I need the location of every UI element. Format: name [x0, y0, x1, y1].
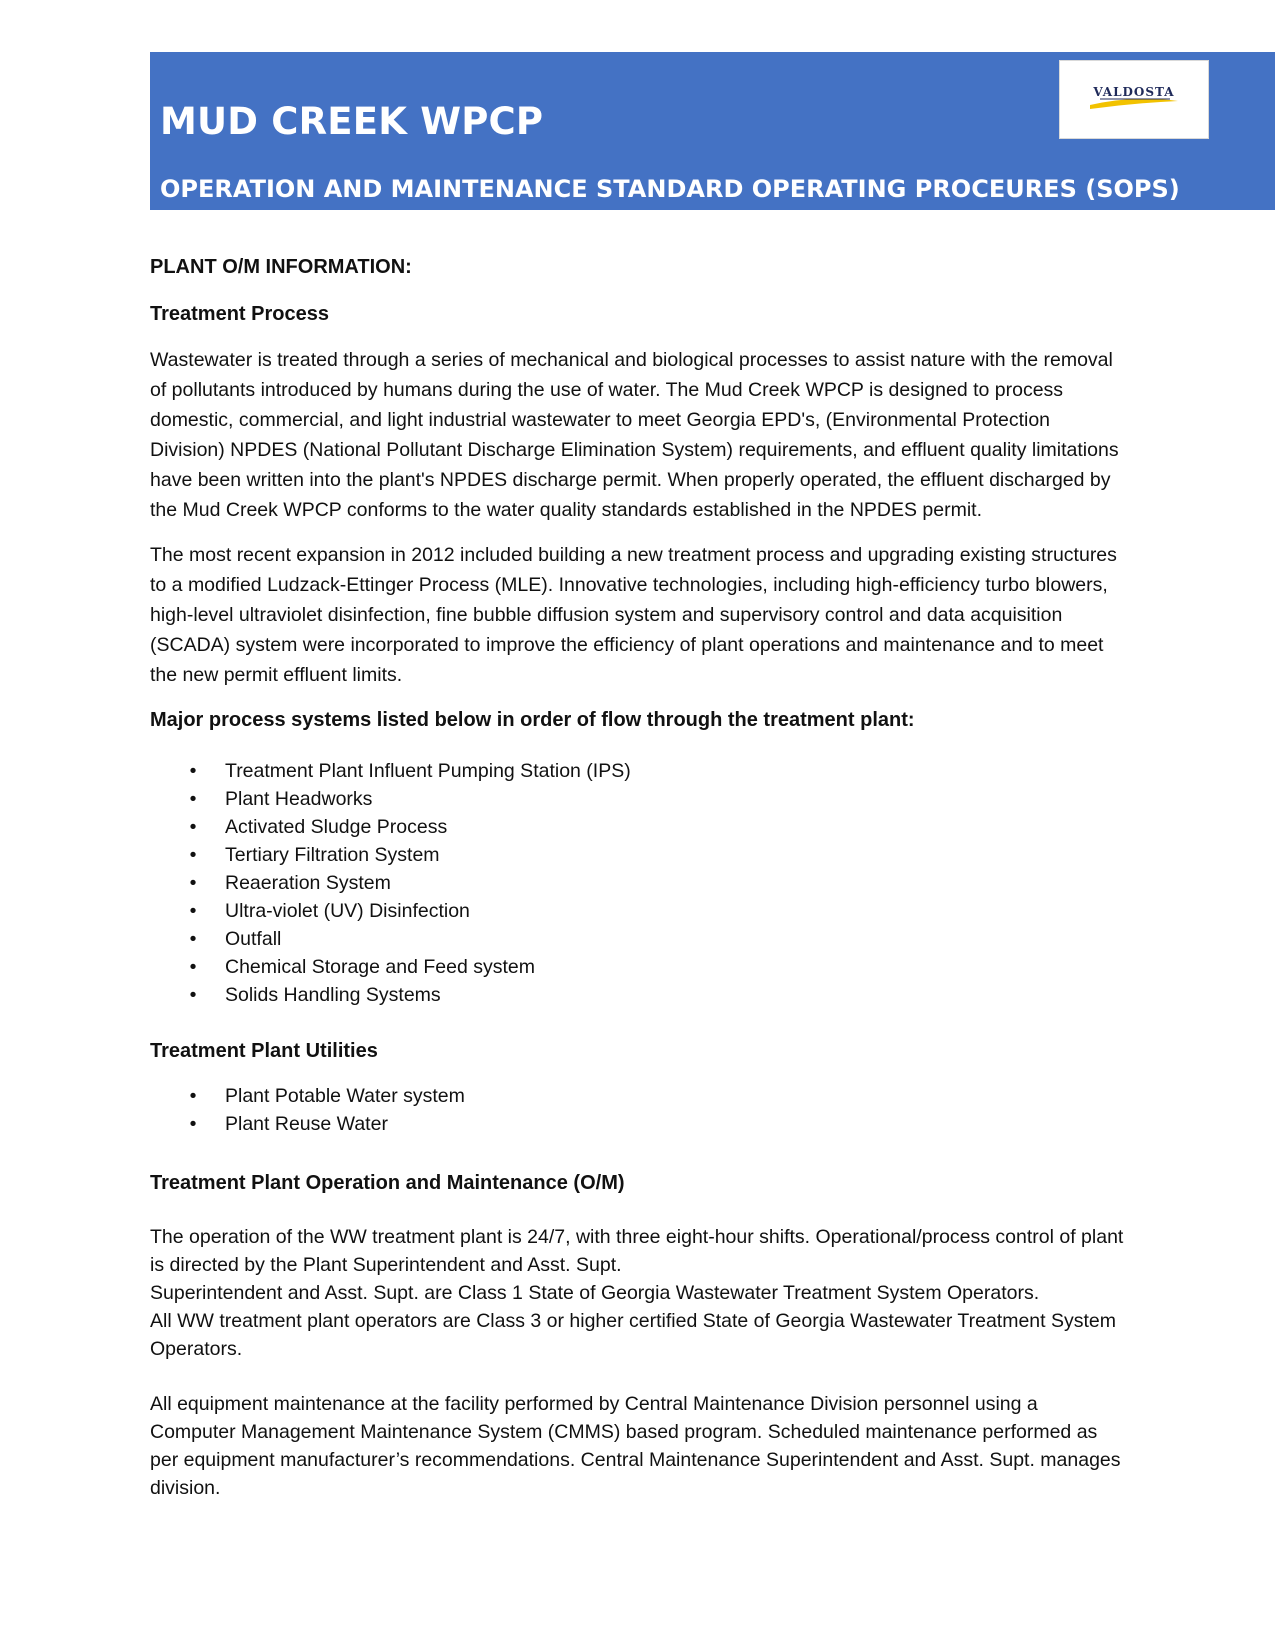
section-heading: PLANT O/M INFORMATION:: [150, 256, 412, 278]
list-item: • Reaeration System: [189, 872, 391, 894]
list-item: • Activated Sludge Process: [189, 816, 448, 838]
om-line: The operation of the WW treatment plant is 24/7, with three eight-hour shifts. Operational/process control of plant is directed by the Plant Superintendent and Asst. Supt.: [150, 1226, 1124, 1276]
om-line: Superintendent and Asst. Supt. are Class 1 State of Georgia Wastewater Treatment System Operators.: [150, 1282, 1040, 1304]
list-item: • Treatment Plant Influent Pumping Station (IPS): [189, 760, 631, 782]
list-item: • Tertiary Filtration System: [189, 844, 440, 866]
list-item: • Ultra-violet (UV) Disinfection: [189, 900, 470, 922]
major-systems-list: [150, 757, 1125, 1009]
treatment-process-heading: Treatment Process: [150, 303, 329, 325]
utilities-heading: Treatment Plant Utilities: [150, 1040, 378, 1062]
svg-text:VALDOSTA: VALDOSTA: [1093, 85, 1175, 99]
document-subtitle: OPERATION AND MAINTENANCE STANDARD OPERATING PROCEURES (SOPS): [160, 175, 1180, 203]
om-heading: Treatment Plant Operation and Maintenance (O/M): [150, 1172, 625, 1194]
document-title: MUD CREEK WPCP: [160, 100, 544, 143]
valdosta-logo: [1059, 60, 1209, 139]
list-item: • Solids Handling Systems: [189, 984, 441, 1006]
om-paragraph-2: All equipment maintenance at the facility performed by Central Maintenance Division personnel using a Computer Management Maintenance System (CMMS) based program. Scheduled maintenance performed as per equipment manufacturer’s recommendations. Central Maintenance Superintendent and Asst. Supt. manages division.: [150, 1393, 1121, 1499]
treatment-process-paragraph-2: The most recent expansion in 2012 included building a new treatment process and upgrading existing structures to a modified Ludzack-Ettinger Process (MLE). Innovative technologies, including high-efficiency turbo blowers, high-level ultraviolet disinfection, fine bubble diffusion system and supervisory control and data acquisition (SCADA) system were incorporated to improve the efficiency of plant operations and maintenance and to meet the new permit effluent limits.: [150, 544, 1117, 686]
list-item: • Plant Headworks: [189, 788, 373, 810]
major-systems-heading: Major process systems listed below in order of flow through the treatment plant:: [150, 709, 915, 731]
treatment-process-paragraph-1: Wastewater is treated through a series of mechanical and biological processes to assist nature with the removal of pollutants introduced by humans during the use of water. The Mud Creek WPCP is designed to process domestic, commercial, and light industrial wastewater to meet Georgia EPD's, (Environmental Protection Division) NPDES (National Pollutant Discharge Elimination System) requirements, and effluent quality limitations have been written into the plant's NPDES discharge permit. When properly operated, the effluent discharged by the Mud Creek WPCP conforms to the water quality standards established in the NPDES permit.: [150, 349, 1119, 521]
list-item: • Chemical Storage and Feed system: [189, 956, 535, 978]
list-item: • Outfall: [189, 928, 282, 950]
list-item: • Plant Potable Water system: [189, 1085, 465, 1107]
document-body: [150, 252, 1125, 1502]
om-paragraph-1: [150, 1223, 1125, 1363]
om-line: All WW treatment plant operators are Class 3 or higher certified State of Georgia Wastewater Treatment System Operators.: [150, 1310, 1117, 1360]
list-item: • Plant Reuse Water: [189, 1113, 388, 1135]
utilities-list: [150, 1082, 1125, 1138]
valdosta-logo-graphic: [1060, 61, 1208, 138]
